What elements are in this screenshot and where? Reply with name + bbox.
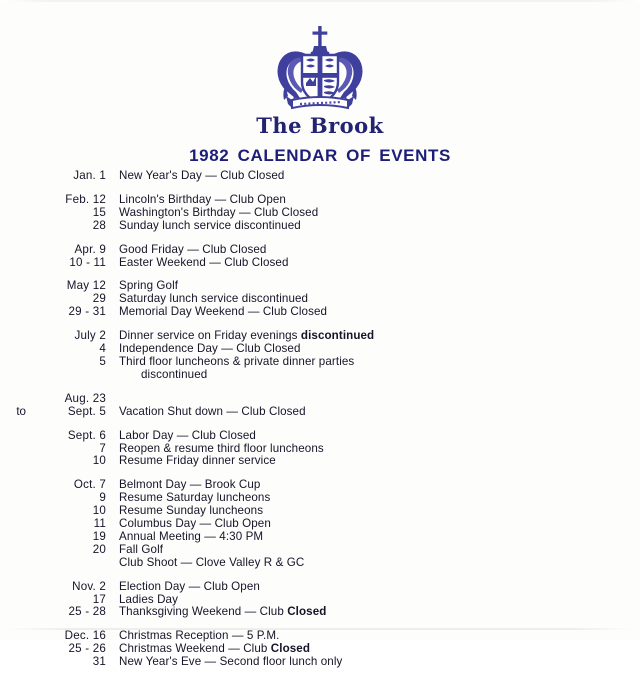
row-description: New Year's Day — Club Closed: [119, 169, 285, 182]
row-description: Resume Friday dinner service: [119, 454, 276, 468]
calendar-row: [0, 207, 640, 220]
month-group: [0, 244, 640, 270]
heraldic-crest-icon: [264, 22, 376, 114]
row-description: Vacation Shut down — Club Closed: [119, 404, 306, 418]
row-date: 4: [99, 342, 106, 356]
row-date: 15: [92, 205, 106, 219]
row-date: 25 - 26: [68, 642, 106, 656]
row-date: 29 - 31: [68, 305, 106, 319]
row-date: Apr. 9: [74, 242, 106, 256]
row-description: discontinued: [141, 367, 208, 381]
month-group: [0, 170, 640, 183]
row-description: New Year's Eve — Second floor lunch only: [119, 655, 343, 669]
row-date: Oct. 7: [73, 478, 106, 492]
calendar-entries: [0, 170, 640, 680]
row-date: May 12: [66, 279, 106, 293]
calendar-row: [0, 170, 640, 183]
calendar-row: [0, 581, 640, 594]
club-name: The Brook: [256, 113, 384, 138]
row-description: Good Friday — Club Closed: [119, 242, 267, 256]
month-group: [0, 581, 640, 620]
row-description: Easter Weekend — Club Closed: [119, 255, 289, 269]
row-description: Dinner service on Friday evenings discontinued: [119, 329, 375, 343]
row-description-emphasis: Closed: [270, 642, 311, 656]
row-description-emphasis: Closed: [287, 605, 327, 619]
row-description: Sunday lunch service discontinued: [119, 218, 301, 232]
row-description: Club Shoot — Clove Valley R & GC: [119, 555, 305, 569]
row-date: 19: [92, 529, 106, 543]
month-group: [0, 280, 640, 319]
row-description: Spring Golf: [119, 279, 179, 293]
row-date: 28: [92, 218, 106, 232]
calendar-row: [0, 557, 640, 570]
crest-container: [0, 22, 640, 119]
calendar-row: [0, 369, 640, 382]
month-group: [0, 393, 640, 419]
month-group: [0, 479, 640, 569]
row-date: 9: [99, 491, 106, 505]
row-date: 25 - 28: [68, 605, 106, 619]
row-description: Columbus Day — Club Open: [119, 517, 271, 531]
row-description: Resume Sunday luncheons: [119, 504, 264, 518]
row-description: Lincoln's Birthday — Club Open: [119, 192, 286, 206]
month-group: [0, 330, 640, 382]
row-description: Fall Golf: [119, 542, 164, 556]
row-description: Third floor luncheons & private dinner parties: [119, 354, 355, 368]
row-date: 11: [93, 517, 106, 531]
row-description: Washington's Birthday — Club Closed: [119, 205, 319, 219]
calendar-row: [0, 544, 640, 557]
row-date: 31: [92, 655, 106, 669]
calendar-row: [0, 194, 640, 207]
calendar-row: [0, 479, 640, 492]
row-date: Aug. 23: [64, 391, 106, 405]
row-date: 10: [92, 454, 106, 468]
row-description: Ladies Day: [119, 592, 179, 606]
row-description: Annual Meeting — 4:30 PM: [119, 529, 264, 543]
calendar-row: [0, 531, 640, 544]
month-group: [0, 194, 640, 233]
row-date: 20: [92, 542, 106, 556]
month-group: [0, 630, 640, 669]
calendar-row: [0, 430, 640, 443]
row-date: Dec. 16: [64, 629, 106, 643]
calendar-row: [0, 306, 640, 319]
row-description: Belmont Day — Brook Cup: [119, 478, 261, 492]
row-date: Sept. 6: [67, 428, 106, 442]
row-description-emphasis: discontinued: [300, 329, 375, 343]
row-date: Sept. 5: [67, 404, 106, 418]
row-description: Labor Day — Club Closed: [119, 428, 256, 442]
calendar-row: [0, 356, 640, 369]
row-date: 17: [92, 592, 106, 606]
row-description: Reopen & resume third floor luncheons: [119, 441, 324, 455]
calendar-row: [0, 257, 640, 270]
row-description: Christmas Weekend — Club Closed: [119, 642, 311, 656]
row-description: Memorial Day Weekend — Club Closed: [119, 305, 328, 319]
month-group: [0, 430, 640, 469]
calendar-row: [0, 406, 640, 419]
calendar-row: [0, 393, 640, 406]
row-description: Independence Day — Club Closed: [119, 342, 301, 356]
calendar-row: [0, 220, 640, 233]
row-date: July 2: [74, 329, 106, 343]
row-date: Feb. 12: [65, 192, 106, 206]
row-date: 7: [99, 441, 106, 455]
row-description: Thanksgiving Weekend — Club Closed: [119, 605, 327, 619]
calendar-row: [0, 244, 640, 257]
calendar-row: [0, 518, 640, 531]
calendar-row: [0, 330, 640, 343]
row-description: Election Day — Club Open: [119, 579, 260, 593]
row-prefix: to: [16, 404, 26, 418]
calendar-row: [0, 606, 640, 619]
page-title: 1982 CALENDAR OF EVENTS: [189, 146, 451, 165]
calendar-row: [0, 455, 640, 468]
row-description: Saturday lunch service discontinued: [119, 292, 309, 306]
row-date: 5: [99, 354, 106, 368]
row-date: Nov. 2: [72, 579, 106, 593]
row-date: Jan. 1: [73, 169, 106, 182]
row-date: 29: [92, 292, 106, 306]
row-description: Christmas Reception — 5 P.M.: [119, 629, 280, 643]
row-date: 10: [92, 504, 106, 518]
row-description: Resume Saturday luncheons: [119, 491, 271, 505]
row-date: 10 - 11: [69, 255, 106, 269]
calendar-row: [0, 656, 640, 669]
card-top-edge: [0, 0, 640, 2]
